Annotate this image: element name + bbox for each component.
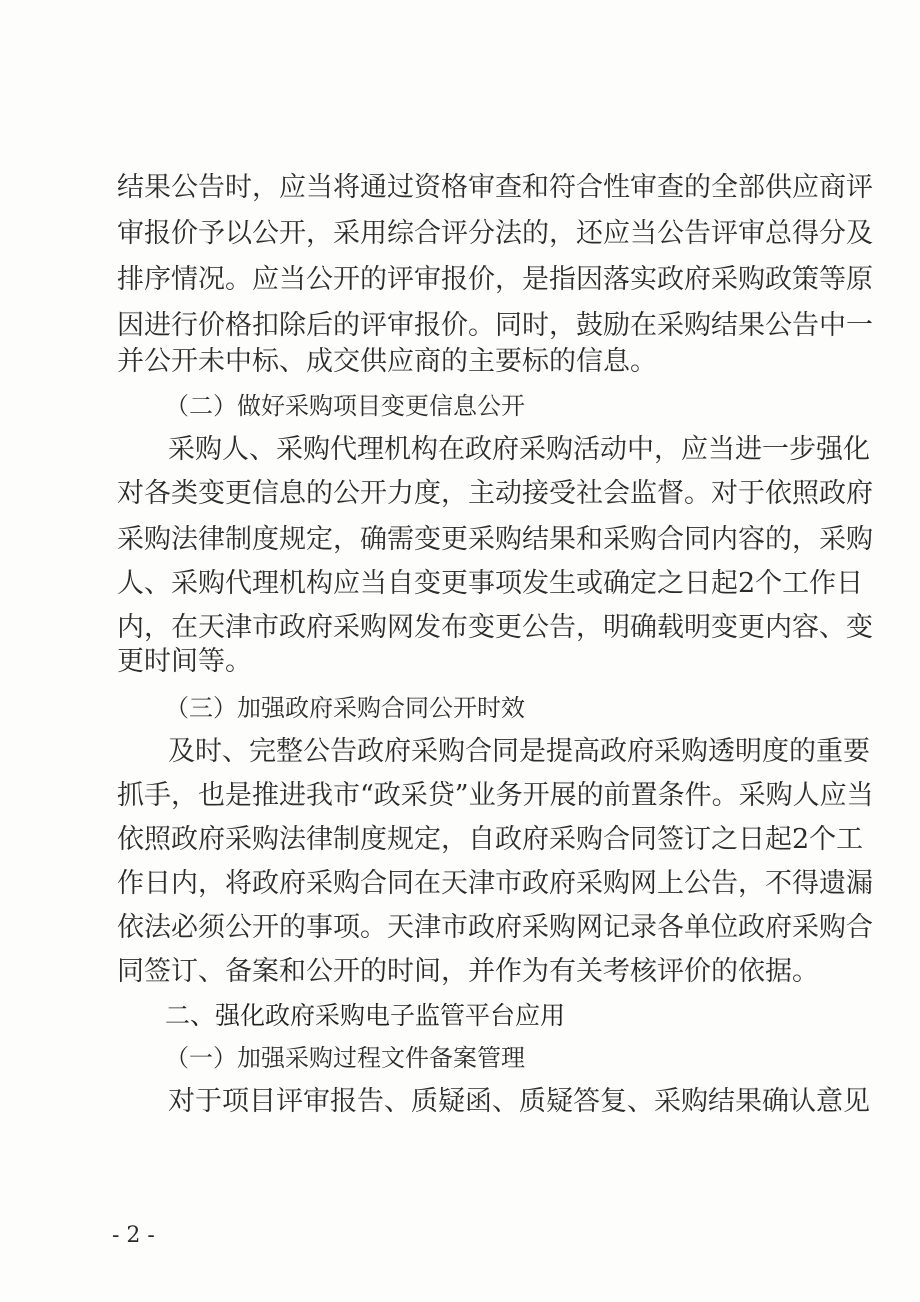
section-heading: 二、强化政府采购电子监管平台应用 (165, 1001, 566, 1030)
paragraph-line: 人、采购代理机构应当自变更事项发生或确定之日起2个工作日 (117, 568, 864, 599)
paragraph-line: 更时间等。 (117, 646, 252, 677)
paragraph-line: 因进行价格扣除后的评审报价。同时，鼓励在采购结果公告中一 (117, 310, 873, 341)
paragraph-line: 采购人、采购代理机构在政府采购活动中，应当进一步强化 (168, 434, 870, 465)
paragraph-line: 同签订、备案和公开的时间，并作为有关考核评价的依据。 (117, 956, 819, 987)
paragraph-line: 并公开未中标、成交供应商的主要标的信息。 (117, 346, 657, 377)
paragraph-line: 排序情况。应当公开的评审报价，是指因落实政府采购政策等原 (117, 264, 873, 295)
paragraph-line: 对各类变更信息的公开力度，主动接受社会监督。对于依照政府 (117, 478, 873, 509)
subheading-line: （一）加强采购过程文件备案管理 (165, 1044, 525, 1072)
paragraph-line: 依照政府采购法律制度规定，自政府采购合同签订之日起2个工 (117, 824, 864, 855)
paragraph-line: 及时、完整公告政府采购合同是提高政府采购透明度的重要 (168, 736, 870, 767)
page-number: - 2 - (112, 1223, 155, 1248)
paragraph-line: 作日内，将政府采购合同在天津市政府采购网上公告，不得遗漏 (117, 868, 873, 899)
subheading-line: （三）加强政府采购合同公开时效 (165, 694, 525, 722)
subheading-line: （二）做好采购项目变更信息公开 (165, 392, 525, 420)
paragraph-line: 依法必须公开的事项。天津市政府采购网记录各单位政府采购合 (117, 912, 873, 943)
paragraph-line: 内，在天津市政府采购网发布变更公告，明确载明变更内容、变 (117, 612, 873, 643)
paragraph-line: 采购法律制度规定，确需变更采购结果和采购合同内容的，采购 (117, 524, 873, 555)
paragraph-line: 对于项目评审报告、质疑函、质疑答复、采购结果确认意见 (168, 1086, 870, 1117)
paragraph-line: 结果公告时，应当将通过资格审查和符合性审查的全部供应商评 (117, 172, 873, 203)
paragraph-line: 抓手，也是推进我市“政采贷”业务开展的前置条件。采购人应当 (117, 780, 874, 811)
paragraph-line: 审报价予以公开，采用综合评分法的，还应当公告评审总得分及 (117, 218, 873, 249)
